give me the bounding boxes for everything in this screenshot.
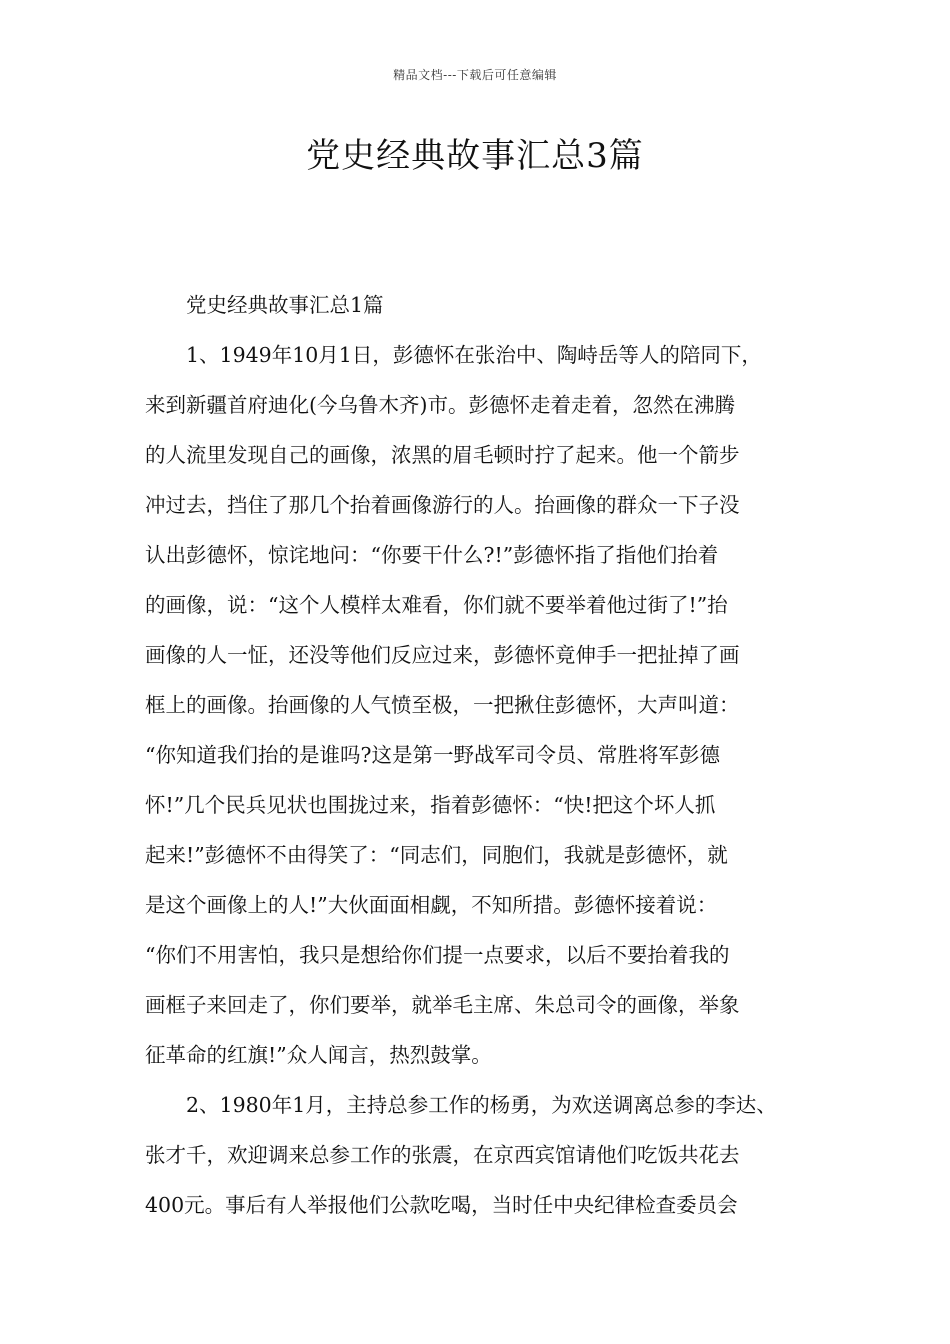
- paragraph-line: 2、1980年1月，主持总参工作的杨勇，为欢送调离总参的李达、: [186, 1093, 777, 1117]
- paragraph-line: 400元。事后有人举报他们公款吃喝，当时任中央纪律检查委员会: [145, 1193, 738, 1217]
- paragraph-line: 冲过去，挡住了那几个抬着画像游行的人。抬画像的群众一下子没: [145, 493, 740, 517]
- paragraph-line: 画框子来回走了，你们要举，就举毛主席、朱总司令的画像，举象: [145, 993, 740, 1017]
- paragraph-1: [145, 330, 805, 1080]
- section-heading-text: 党史经典故事汇总1篇: [186, 293, 384, 317]
- paragraph-line: 起来!”彭德怀不由得笑了：“同志们，同胞们，我就是彭德怀，就: [145, 843, 728, 867]
- paragraph-line: 来到新疆首府迪化(今乌鲁木齐)市。彭德怀走着走着，忽然在沸腾: [145, 393, 735, 417]
- paragraph-line: 的人流里发现自己的画像，浓黑的眉毛顿时拧了起来。他一个箭步: [145, 443, 740, 467]
- paragraph-line: 1、1949年10月1日，彭德怀在张治中、陶峙岳等人的陪同下，: [186, 343, 762, 367]
- paragraph-line: “你们不用害怕，我只是想给你们提一点要求，以后不要抬着我的: [145, 943, 730, 967]
- section-heading: [145, 280, 805, 330]
- document-title: 党史经典故事汇总3篇: [306, 136, 644, 176]
- paragraph-line: 画像的人一怔，还没等他们反应过来，彭德怀竟伸手一把扯掉了画: [145, 643, 740, 667]
- paragraph-2: [145, 1080, 805, 1230]
- paragraph-line: 的画像，说：“这个人模样太难看，你们就不要举着他过街了!”抬: [145, 593, 728, 617]
- paragraph-line: 框上的画像。抬画像的人气愤至极，一把揪住彭德怀，大声叫道：: [145, 693, 740, 717]
- paragraph-line: “你知道我们抬的是谁吗?这是第一野战军司令员、常胜将军彭德: [145, 743, 720, 767]
- paragraph-line: 征革命的红旗!”众人闻言，热烈鼓掌。: [145, 1043, 492, 1067]
- paragraph-line: 是这个画像上的人!”大伙面面相觑，不知所措。彭德怀接着说：: [145, 893, 718, 917]
- page-header: 精品文档---下载后可任意编辑: [393, 68, 557, 82]
- paragraph-line: 认出彭德怀，惊诧地问：“你要干什么?!”彭德怀指了指他们抬着: [145, 543, 719, 567]
- document-body: [145, 280, 805, 1230]
- paragraph-line: 怀!”几个民兵见状也围拢过来，指着彭德怀：“快!把这个坏人抓: [145, 793, 716, 817]
- paragraph-line: 张才千，欢迎调来总参工作的张震，在京西宾馆请他们吃饭共花去: [145, 1143, 740, 1167]
